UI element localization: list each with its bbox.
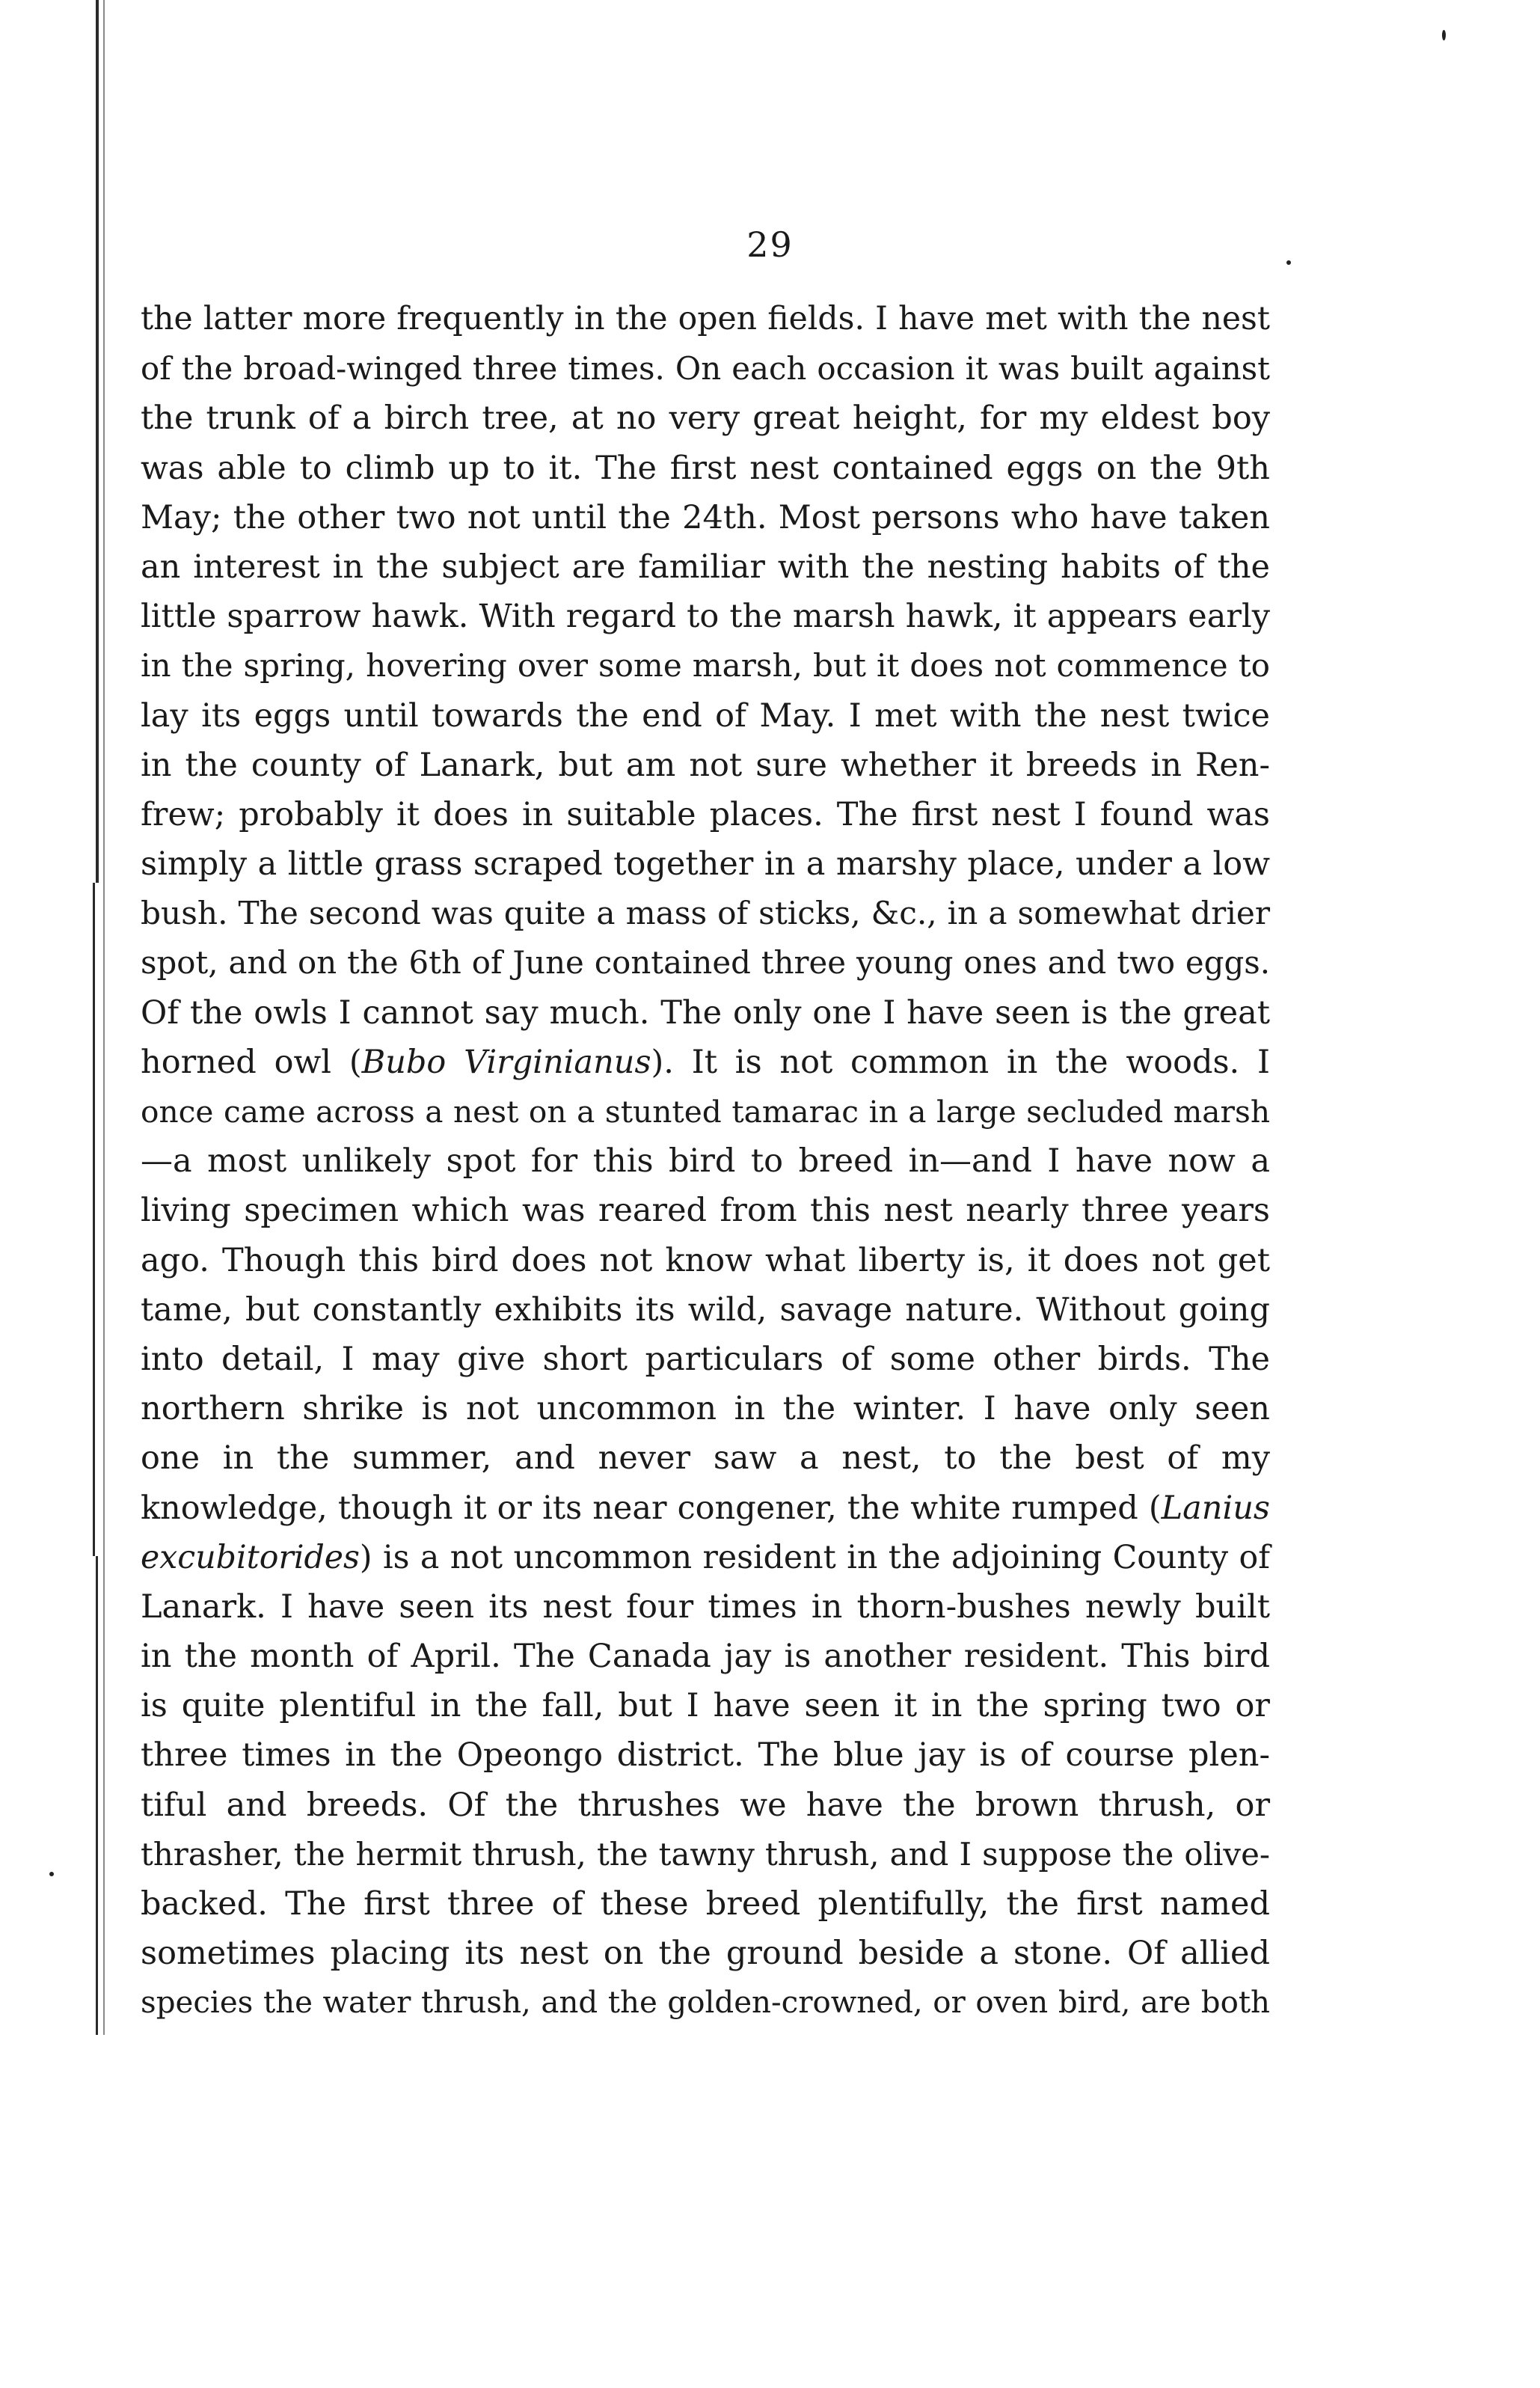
binding-line xyxy=(93,883,95,1556)
text-line: the trunk of a birch tree, at no very great height, for my eldest boy xyxy=(141,399,1270,438)
text-line: in the month of April. The Canada jay is another resident. This bird xyxy=(141,1638,1270,1676)
binding-line xyxy=(96,0,99,883)
text-line: tame, but constantly exhibits its wild, savage nature. Without going xyxy=(141,1291,1270,1329)
text-line: in the county of Lanark, but am not sure whether it breeds in Ren- xyxy=(141,746,1270,784)
text-line: the latter more frequently in the open fields. I have met with the nest xyxy=(141,301,1270,337)
text-line: three times in the Opeongo district. The blue jay is of course plen- xyxy=(141,1736,1270,1775)
text-segment: knowledge, though it or its near congener, the white rumped ( xyxy=(141,1489,1162,1527)
scan-speck xyxy=(1442,30,1446,40)
text-line: northern shrike is not uncommon in the winter. I have only seen xyxy=(141,1390,1270,1428)
italic-term: Bubo Virginianus xyxy=(361,1043,651,1081)
text-line: once came across a nest on a stunted tamarac in a large secluded marsh xyxy=(141,1094,1270,1130)
page-number: 29 xyxy=(746,224,794,265)
text-line: little sparrow hawk. With regard to the marsh hawk, it appears early xyxy=(141,598,1270,636)
text-line: Of the owls I cannot say much. The only one I have seen is the great xyxy=(141,994,1270,1032)
text-segment: ) is a not uncommon resident in the adjoining County of xyxy=(359,1538,1270,1576)
text-line: one in the summer, and never saw a nest, to the best of my xyxy=(141,1439,1270,1478)
text-line xyxy=(141,1533,1270,1582)
italic-term: excubitorides xyxy=(141,1538,360,1576)
text-line: —a most unlikely spot for this bird to breed in—and I have now a xyxy=(141,1142,1270,1181)
text-line: simply a little grass scraped together in a marshy place, under a low xyxy=(141,845,1270,884)
text-line: of the broad-winged three times. On each occasion it was built against xyxy=(141,350,1270,388)
text-line: living specimen which was reared from this nest nearly three years xyxy=(141,1192,1270,1230)
text-line xyxy=(141,1484,1270,1533)
body-text xyxy=(141,295,1270,2028)
text-line: in the spring, hovering over some marsh, but it does not commence to xyxy=(141,647,1270,685)
text-line: tiful and breeds. Of the thrushes we have the brown thrush, or xyxy=(141,1786,1270,1824)
text-line: thrasher, the hermit thrush, the tawny thrush, and I suppose the olive- xyxy=(141,1835,1270,1873)
text-line: backed. The first three of these breed plentifully, the first named xyxy=(141,1885,1270,1923)
binding-line xyxy=(96,1556,98,2035)
text-line: Lanark. I have seen its nest four times in thorn-bushes newly built xyxy=(141,1588,1270,1626)
text-line xyxy=(141,1038,1270,1087)
text-segment: ). It is not common in the woods. I xyxy=(651,1043,1271,1081)
text-line: sometimes placing its nest on the ground beside a stone. Of allied xyxy=(141,1935,1270,1973)
text-line: ago. Though this bird does not know what liberty is, it does not get xyxy=(141,1241,1270,1279)
text-line: frew; probably it does in suitable places. The first nest I found was xyxy=(141,795,1270,833)
text-line: spot, and on the 6th of June contained three young ones and two eggs. xyxy=(141,944,1270,982)
italic-term: Lanius xyxy=(1161,1489,1270,1527)
text-line: is quite plentiful in the fall, but I have seen it in the spring two or xyxy=(141,1687,1270,1725)
text-line: an interest in the subject are familiar with the nesting habits of the xyxy=(141,548,1270,586)
scan-speck xyxy=(49,1872,54,1876)
text-line: bush. The second was quite a mass of sticks, &c., in a somewhat drier xyxy=(141,895,1270,932)
text-line: May; the other two not until the 24th. Most persons who have taken xyxy=(141,498,1270,536)
text-line: was able to climb up to it. The first nest contained eggs on the 9th xyxy=(141,449,1270,487)
text-line: into detail, I may give short particulars of some other birds. The xyxy=(141,1340,1270,1378)
page-binding-edge xyxy=(0,0,105,2388)
binding-line xyxy=(103,0,105,2035)
text-segment: horned owl ( xyxy=(141,1043,362,1081)
text-line: lay its eggs until towards the end of May. I met with the nest twice xyxy=(141,696,1270,735)
text-line: species the water thrush, and the golden-crowned, or oven bird, are both xyxy=(141,1985,1270,2021)
